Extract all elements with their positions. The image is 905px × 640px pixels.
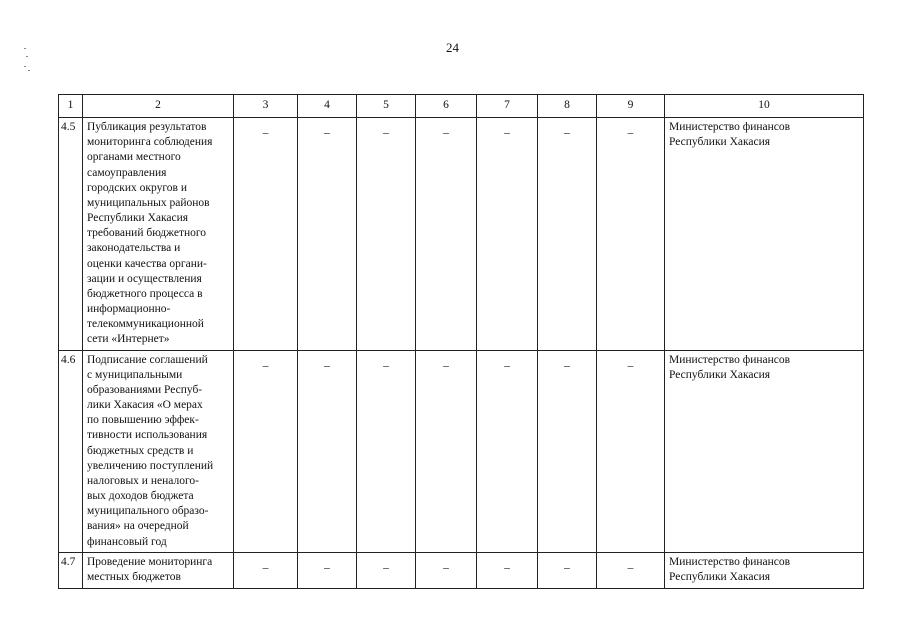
column-header-1: 1 (59, 95, 83, 118)
responsible-line: Республики Хакасия (669, 368, 771, 381)
value-cell-col-9: – (597, 118, 665, 351)
value-cell-col-9: – (597, 552, 665, 588)
table-row (59, 118, 864, 351)
value-cell-col-3: – (234, 350, 298, 552)
value-cell-col-6: – (416, 552, 477, 588)
plan-table (58, 94, 864, 589)
activity-line: Подписание соглашений (87, 353, 208, 366)
value-cell-col-7: – (477, 350, 538, 552)
activity-line: вания» на очередной (87, 520, 189, 533)
activity-line: с муниципальными (87, 368, 183, 381)
value-cell-col-5: – (357, 350, 416, 552)
value-cell-col-5: – (357, 552, 416, 588)
scan-speck (24, 66, 26, 67)
activity-line: Публикация результатов (87, 121, 207, 133)
responsible-line: Министерство финансов (669, 121, 791, 133)
row-number: 4.7 (59, 552, 83, 588)
value-cell-col-8: – (538, 552, 597, 588)
value-cell-col-3: – (234, 118, 298, 351)
scan-speck (24, 48, 26, 49)
column-header-6: 6 (416, 95, 477, 118)
column-header-3: 3 (234, 95, 298, 118)
activity-line: самоуправления (87, 166, 167, 179)
column-header-8: 8 (538, 95, 597, 118)
value-cell-col-6: – (416, 118, 477, 351)
value-cell-col-7: – (477, 552, 538, 588)
column-header-7: 7 (477, 95, 538, 118)
activity-line: бюджетных средств и (87, 444, 194, 457)
activity-line: требований бюджетного (87, 227, 207, 240)
column-header-9: 9 (597, 95, 665, 118)
responsible-line: Министерство финансов (669, 555, 791, 568)
activity-cell (83, 350, 234, 552)
scan-speck (28, 70, 30, 71)
value-cell-col-7: – (477, 118, 538, 351)
activity-line: телекоммуникационной (87, 318, 204, 331)
table-row (59, 552, 864, 588)
activity-line: образованиями Респуб- (87, 383, 203, 396)
column-header-4: 4 (298, 95, 357, 118)
activity-line: Проведение мониторинга (87, 555, 213, 568)
value-cell-col-4: – (298, 118, 357, 351)
activity-line: сети «Интернет» (87, 333, 170, 346)
value-cell-col-8: – (538, 350, 597, 552)
value-cell-col-6: – (416, 350, 477, 552)
activity-line: оценки качества органи- (87, 257, 207, 270)
table-row (59, 350, 864, 552)
value-cell-col-3: – (234, 552, 298, 588)
activity-line: муниципального образо- (87, 505, 209, 518)
activity-line: Республики Хакасия (87, 212, 189, 225)
activity-line: бюджетного процесса в (87, 287, 203, 300)
column-header-5: 5 (357, 95, 416, 118)
activity-line: мониторинга соблюдения (87, 136, 213, 149)
column-header-2: 2 (83, 95, 234, 118)
activity-line: зации и осуществления (87, 272, 202, 285)
activity-cell (83, 118, 234, 351)
column-header-10: 10 (665, 95, 864, 118)
activity-line: законодательства и (87, 242, 181, 255)
page-number: 24 (446, 40, 459, 55)
scan-speck (26, 56, 28, 57)
activity-line: информационно- (87, 303, 171, 316)
responsible-cell (665, 118, 864, 351)
value-cell-col-9: – (597, 350, 665, 552)
activity-cell (83, 552, 234, 588)
activity-line: финансовый год (87, 535, 167, 548)
responsible-cell (665, 552, 864, 588)
header-row (59, 95, 864, 118)
responsible-line: Республики Хакасия (669, 136, 771, 149)
activity-line: городских округов и (87, 181, 187, 194)
table-body (59, 95, 864, 589)
value-cell-col-8: – (538, 118, 597, 351)
activity-line: вых доходов бюджета (87, 490, 194, 503)
activity-line: налоговых и неналого- (87, 474, 199, 487)
activity-line: увеличению поступлений (87, 459, 214, 472)
activity-line: лики Хакасия «О мерах (87, 399, 203, 412)
activity-line: органами местного (87, 151, 181, 164)
row-number: 4.5 (59, 118, 83, 351)
activity-line: муниципальных районов (87, 196, 210, 209)
value-cell-col-4: – (298, 350, 357, 552)
value-cell-col-5: – (357, 118, 416, 351)
responsible-line: Республики Хакасия (669, 570, 771, 583)
activity-line: тивности использования (87, 429, 208, 442)
value-cell-col-4: – (298, 552, 357, 588)
activity-line: местных бюджетов (87, 570, 181, 583)
activity-line: по повышению эффек- (87, 414, 199, 427)
row-number: 4.6 (59, 350, 83, 552)
responsible-cell (665, 350, 864, 552)
responsible-line: Министерство финансов (669, 353, 791, 366)
